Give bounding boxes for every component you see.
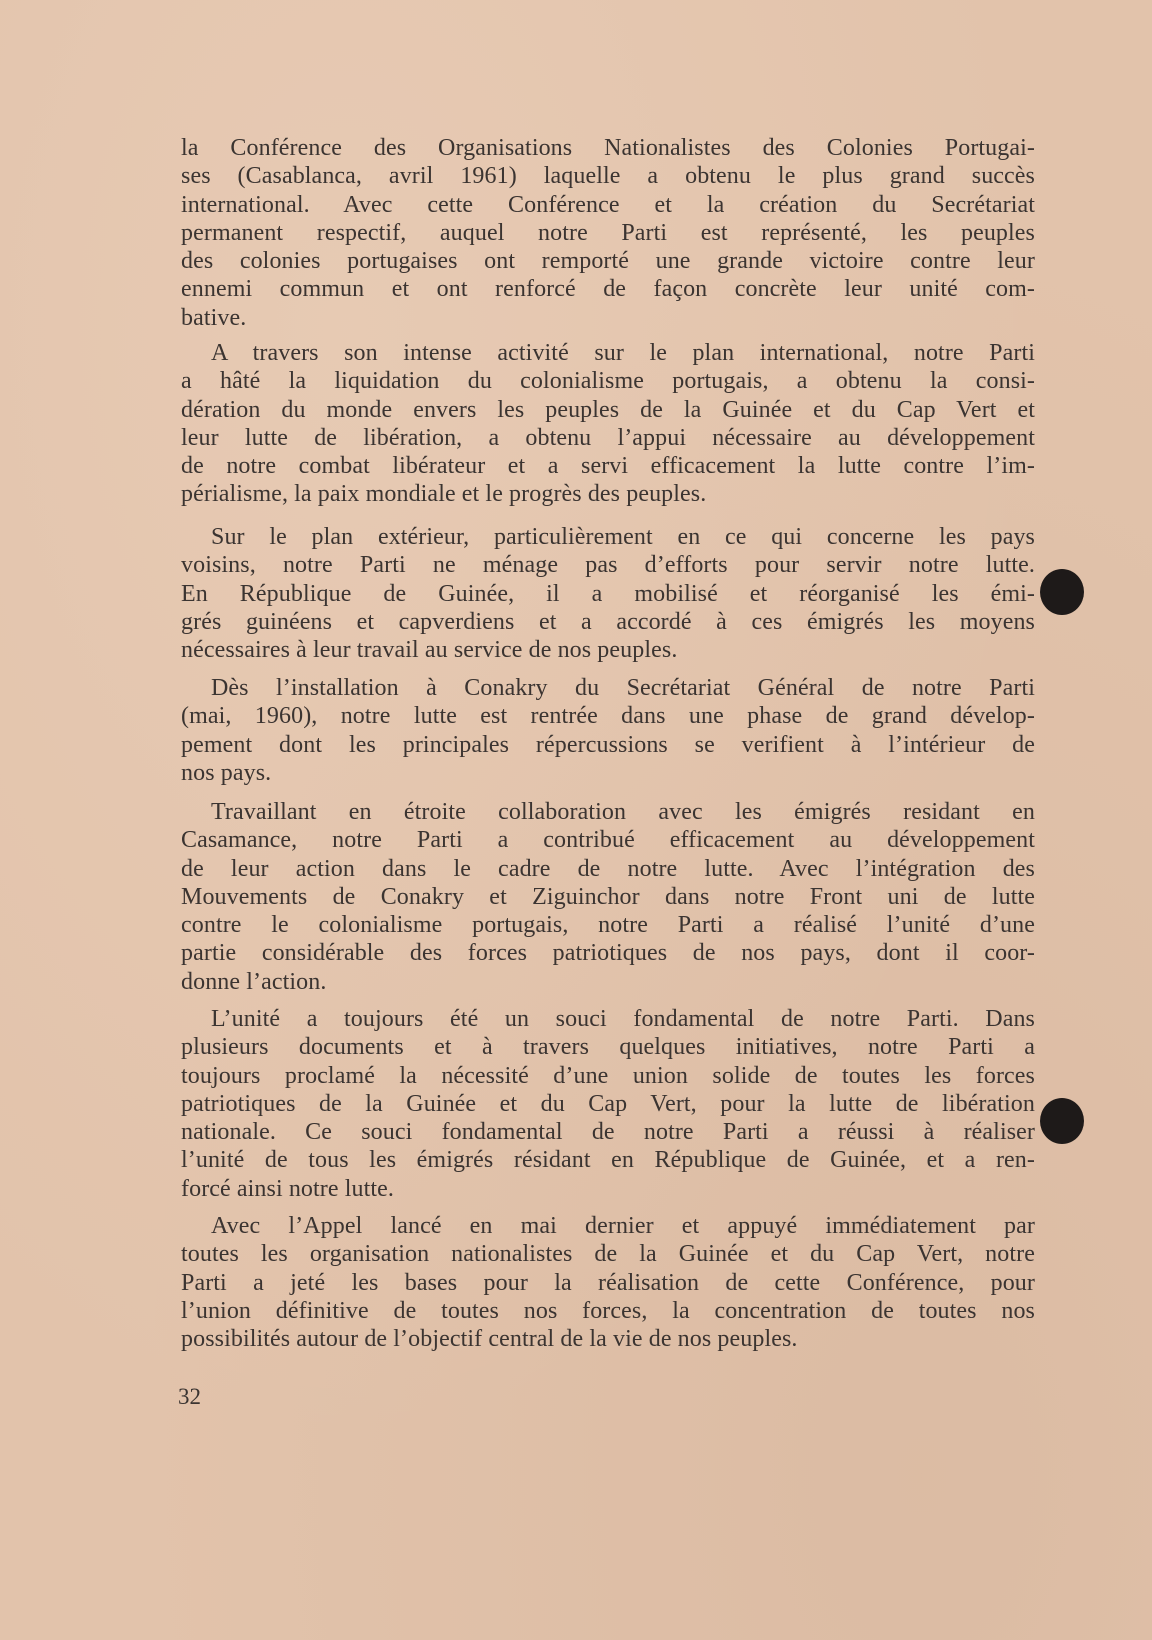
text-line: de leur action dans le cadre de notre lutte. Avec l’intégration des [181,855,1035,882]
text-line: de notre combat libérateur et a servi efficacement la lutte contre l’im- [181,453,1035,480]
text-line: Avec l’Appel lancé en mai dernier et appuyé immédiatement par [211,1213,1035,1239]
text-line: bative. [181,304,247,331]
text-line: nécessaires à leur travail au service de nos peuples. [181,637,678,664]
text-line: grés guinéens et capverdiens et a accordé à ces émigrés les moyens [181,608,1035,635]
page-number: 32 [178,1384,201,1409]
punch-hole-top [1040,569,1084,615]
text-line: Dès l’installation à Conakry du Secrétariat Général de notre Parti [211,675,1035,701]
text-line: périalisme, la paix mondiale et le progrès des peuples. [181,481,707,508]
text-line: A travers son intense activité sur le plan international, notre Parti [211,340,1035,366]
text-line: pement dont les principales répercussions se verifient à l’intérieur de [181,731,1035,758]
text-line: Sur le plan extérieur, particulièrement en ce qui concerne les pays [211,524,1035,550]
text-line: permanent respectif, auquel notre Parti est représenté, les peuples [181,219,1035,246]
text-line: l’union définitive de toutes nos forces, la concentration de toutes nos [181,1297,1035,1324]
text-line: partie considérable des forces patriotiques de nos pays, dont il coor- [181,940,1035,967]
text-line: toutes les organisation nationalistes de la Guinée et du Cap Vert, notre [181,1241,1035,1268]
text-line: dération du monde envers les peuples de la Guinée et du Cap Vert et [181,396,1035,423]
paragraph [181,1212,1035,1353]
text-line: leur lutte de libération, a obtenu l’appui nécessaire au développement [181,424,1035,451]
text-line: Casamance, notre Parti a contribué efficacement au développement [181,827,1035,854]
text-line: nationale. Ce souci fondamental de notre Parti a réussi à réaliser [181,1119,1035,1146]
text-line: Travaillant en étroite collaboration avec les émigrés residant en [211,799,1035,825]
text-line: l’unité de tous les émigrés résidant en République de Guinée, et a ren- [181,1147,1035,1174]
text-line: ses (Casablanca, avril 1961) laquelle a obtenu le plus grand succès [181,163,1035,190]
text-line: contre le colonialisme portugais, notre Parti a réalisé l’unité d’une [181,912,1035,939]
text-line: plusieurs documents et à travers quelques initiatives, notre Parti a [181,1034,1035,1061]
paragraph [181,339,1035,509]
text-line: possibilités autour de l’objectif central de la vie de nos peuples. [181,1326,798,1353]
paragraph [181,134,1035,332]
text-line: En République de Guinée, il a mobilisé et réorganisé les émi- [181,580,1035,607]
text-line: la Conférence des Organisations Nationalistes des Colonies Portugai- [181,135,1035,161]
text-line: patriotiques de la Guinée et du Cap Vert, pour la lutte de libération [181,1090,1035,1117]
text-line: toujours proclamé la nécessité d’une union solide de toutes les forces [181,1062,1035,1089]
text-line: international. Avec cette Conférence et la création du Secrétariat [181,191,1035,218]
text-line: L’unité a toujours été un souci fondamental de notre Parti. Dans [211,1006,1035,1032]
paragraph [181,1005,1035,1203]
text-line: donne l’action. [181,968,327,995]
text-line: a hâté la liquidation du colonialisme portugais, a obtenu la consi- [181,368,1035,395]
paragraph [181,674,1035,787]
text-line: des colonies portugaises ont remporté une grande victoire contre leur [181,248,1035,275]
text-line: (mai, 1960), notre lutte est rentrée dans une phase de grand dévelop- [181,703,1035,730]
text-line: Parti a jeté les bases pour la réalisation de cette Conférence, pour [181,1269,1035,1296]
text-line: forcé ainsi notre lutte. [181,1175,394,1202]
text-line: ennemi commun et ont renforcé de façon concrète leur unité com- [181,276,1035,303]
paragraph [181,798,1035,996]
text-line: nos pays. [181,759,272,786]
text-line: voisins, notre Parti ne ménage pas d’efforts pour servir notre lutte. [181,552,1035,579]
paragraph [181,523,1035,664]
text-line: Mouvements de Conakry et Ziguinchor dans notre Front uni de lutte [181,883,1035,910]
punch-hole-bottom [1040,1098,1084,1144]
